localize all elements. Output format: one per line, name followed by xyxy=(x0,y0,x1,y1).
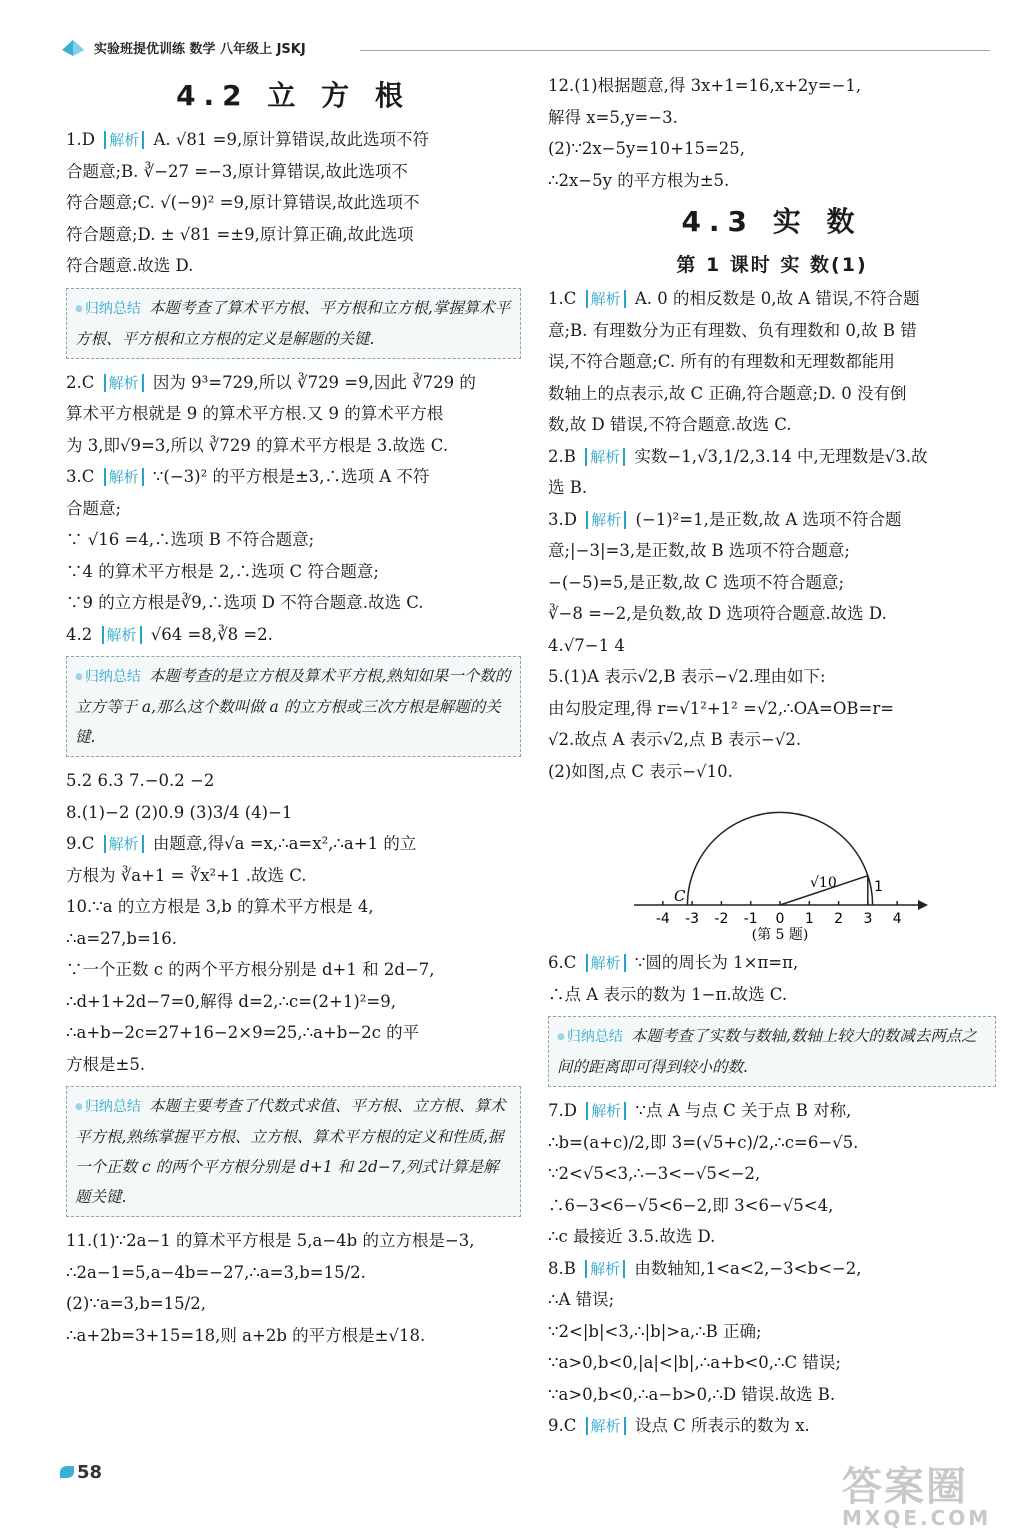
answer-line: ∴2x−5y 的平方根为±5. xyxy=(548,170,730,190)
answer-line: 选 B. xyxy=(548,478,588,497)
answer-line: 9.C 解析 由题意,得√a =x,∴a=x²,∴a+1 的立 xyxy=(66,834,417,853)
answer-line: 7.D 解析 ∵点 A 与点 C 关于点 B 对称, xyxy=(548,1101,852,1120)
answer-line: 4.2 解析 √64 =8,∛8 =2. xyxy=(66,624,273,644)
summary-tag: ● 归纳总结 xyxy=(75,294,141,324)
summary-box xyxy=(66,1086,521,1217)
right-block-1 xyxy=(548,70,996,196)
answer-line: 1.C 解析 A. 0 的相反数是 0,故 A 错误,不符合题 xyxy=(548,289,920,308)
left-column xyxy=(66,70,521,1351)
analysis-tag: 解析 xyxy=(104,835,144,853)
summary-tag: ● 归纳总结 xyxy=(75,1092,141,1122)
tick-label: -2 xyxy=(714,911,729,927)
tick-label: 2 xyxy=(834,911,844,927)
header-title: 实验班提优训练 数学 八年级上 JSKJ xyxy=(94,42,306,57)
summary-box xyxy=(548,1016,996,1087)
answer-line: ∵2<√5<3,∴−3<−√5<−2, xyxy=(548,1164,761,1183)
answer-line: 6.C 解析 ∵圆的周长为 1×π=π, xyxy=(548,953,799,972)
analysis-tag: 解析 xyxy=(586,954,626,972)
answer-line: ∵a>0,b<0,|a|<|b|,∴a+b<0,∴C 错误; xyxy=(548,1353,841,1372)
tick-label: 3 xyxy=(863,911,873,927)
answer-line: 解得 x=5,y=−3. xyxy=(548,107,678,127)
answer-line: ∴a+2b=3+15=18,则 a+2b 的平方根是±√18. xyxy=(66,1325,426,1345)
page-number xyxy=(60,1462,102,1483)
answer-line: ∛−8 =−2,是负数,故 D 选项符合题意.故选 D. xyxy=(548,604,887,623)
answer-line: 8.B 解析 由数轴知,1<a<2,−3<b<−2, xyxy=(548,1258,862,1278)
answer-line: ∴b=(a+c)/2,即 3=(√5+c)/2,∴c=6−√5. xyxy=(548,1132,859,1152)
answer-line: (2)如图,点 C 表示−√10. xyxy=(548,761,733,781)
right-column xyxy=(548,70,996,1442)
answer-line: 10.∵a 的立方根是 3,b 的算术平方根是 4, xyxy=(66,897,374,916)
answer-line: 8.(1)−2 (2)0.9 (3)3/4 (4)−1 xyxy=(66,802,293,822)
tick-label: -3 xyxy=(685,911,700,927)
answer-line: 2.B 解析 实数−1,√3,1/2,3.14 中,无理数是√3.故 xyxy=(548,446,928,466)
answer-line: 5.(1)A 表示√2,B 表示−√2.理由如下: xyxy=(548,667,826,686)
analysis-tag: 解析 xyxy=(104,131,144,149)
answer-line: 合题意; xyxy=(66,498,122,518)
answer-line: 4.√7−1 4 xyxy=(548,635,625,655)
label-c: C xyxy=(674,887,686,905)
analysis-tag: 解析 xyxy=(586,511,626,529)
section-title-4-2: 4.2 立 方 根 xyxy=(176,79,411,112)
answer-line: 3.C 解析 ∵(−3)² 的平方根是±3,∴选项 A 不符 xyxy=(66,467,430,486)
right-block-2 xyxy=(548,283,996,787)
analysis-tag: 解析 xyxy=(585,448,625,466)
answer-line: ∵一个正数 c 的两个平方根分别是 d+1 和 2d−7, xyxy=(66,960,435,979)
answer-line: ∵2<|b|<3,∴|b|>a,∴B 正确; xyxy=(548,1321,762,1341)
tick-label: 1 xyxy=(804,911,814,927)
summary-text: 本题主要考查了代数式求值、平方根、立方根、算术平方根,熟练掌握平方根、立方根、算术平方根的定义和性质,据一个正数 c 的两个平方根分别是 d+1 和 2d−7,列式计算是解题关键. xyxy=(75,1097,506,1206)
answer-line: ∴点 A 表示的数为 1−π.故选 C. xyxy=(548,984,788,1004)
answer-line: 数,故 D 错误,不符合题意.故选 C. xyxy=(548,415,792,434)
answer-line: ∴a+b−2c=27+16−2×9=25,∴a+b−2c 的平 xyxy=(66,1023,420,1042)
answer-line: ∴2a−1=5,a−4b=−27,∴a=3,b=15/2. xyxy=(66,1262,366,1282)
page-header xyxy=(60,30,990,62)
summary-tag: ● 归纳总结 xyxy=(557,1022,623,1052)
answer-line: 意;B. 有理数分为正有理数、负有理数和 0,故 B 错 xyxy=(548,320,917,340)
watermark-url: MXQE.COM xyxy=(842,1506,992,1530)
analysis-tag: 解析 xyxy=(104,468,144,486)
answer-line: 符合题意;D. ± √81 =±9,原计算正确,故此选项 xyxy=(66,224,414,244)
book-logo-icon xyxy=(60,36,86,58)
answer-line: 1.D 解析 A. √81 =9,原计算错误,故此选项不符 xyxy=(66,130,429,149)
analysis-tag: 解析 xyxy=(102,626,142,644)
answer-line: −(−5)=5,是正数,故 C 选项不符合题意; xyxy=(548,572,845,592)
answer-line: 5.2 6.3 7.−0.2 −2 xyxy=(66,771,215,790)
answer-line: ∴A 错误; xyxy=(548,1290,615,1309)
analysis-tag: 解析 xyxy=(585,1260,625,1278)
analysis-tag: 解析 xyxy=(586,1102,626,1120)
leaf-icon xyxy=(60,1466,74,1478)
analysis-tag: 解析 xyxy=(586,290,626,308)
tick-label: -4 xyxy=(655,911,670,927)
tick-label: -1 xyxy=(743,911,758,927)
left-block-1 xyxy=(66,124,521,282)
watermark xyxy=(842,1455,1012,1535)
label-sqrt10: √10 xyxy=(810,875,837,891)
answer-line: 意;|−3|=3,是正数,故 B 选项不符合题意; xyxy=(548,541,850,560)
arc-sqrt10 xyxy=(687,812,872,905)
number-line-figure xyxy=(548,787,996,947)
answer-line: ∴d+1+2d−7=0,解得 d=2,∴c=(2+1)²=9, xyxy=(66,991,396,1011)
answer-line: 12.(1)根据题意,得 3x+1=16,x+2y=−1, xyxy=(548,76,862,95)
left-block-2 xyxy=(66,367,521,651)
left-block-4 xyxy=(66,1225,521,1351)
number-line-diagram xyxy=(548,787,996,947)
answer-line: 11.(1)∵2a−1 的算术平方根是 5,a−4b 的立方根是−3, xyxy=(66,1231,475,1250)
tick-label: 4 xyxy=(892,911,902,927)
answer-line: 误,不符合题意;C. 所有的有理数和无理数都能用 xyxy=(548,352,895,371)
answer-line: 合题意;B. ∛−27 =−3,原计算错误,故此选项不 xyxy=(66,161,408,181)
answer-line: 为 3,即√9=3,所以 ∛729 的算术平方根是 3.故选 C. xyxy=(66,435,449,455)
answer-line: 符合题意.故选 D. xyxy=(66,256,194,275)
answer-line: ∵ √16 =4,∴选项 B 不符合题意; xyxy=(66,530,315,549)
answer-line: (2)∵2x−5y=10+15=25, xyxy=(548,139,746,158)
left-block-3 xyxy=(66,765,521,1080)
answer-line: 2.C 解析 因为 9³=729,所以 ∛729 =9,因此 ∛729 的 xyxy=(66,372,476,392)
answer-line: ∴a=27,b=16. xyxy=(66,928,178,948)
answer-line: 符合题意;C. √(−9)² =9,原计算错误,故此选项不 xyxy=(66,193,420,212)
lesson-title: 第 1 课时 实 数(1) xyxy=(676,254,868,276)
answer-line: ∵4 的算术平方根是 2,∴选项 C 符合题意; xyxy=(66,561,379,581)
answer-line: 3.D 解析 (−1)²=1,是正数,故 A 选项不符合题 xyxy=(548,509,902,529)
summary-tag: ● 归纳总结 xyxy=(75,662,141,692)
answer-line: ∴c 最接近 3.5.故选 D. xyxy=(548,1227,716,1246)
label-one: 1 xyxy=(874,879,883,895)
summary-text: 本题考查了算术平方根、平方根和立方根,掌握算术平方根、平方根和立方根的定义是解题的关键. xyxy=(75,298,511,348)
answer-line: 算术平方根就是 9 的算术平方根.又 9 的算术平方根 xyxy=(66,404,444,423)
answer-line: ∵9 的立方根是∛9,∴选项 D 不符合题意.故选 C. xyxy=(66,593,424,612)
right-block-3 xyxy=(548,947,996,1010)
header-rule xyxy=(360,50,990,51)
summary-box xyxy=(66,288,521,359)
analysis-tag: 解析 xyxy=(104,374,144,392)
page-number-text: 58 xyxy=(77,1462,103,1483)
watermark-title: 答案圈 xyxy=(842,1464,968,1510)
answer-line: 由勾股定理,得 r=√1²+1² =√2,∴OA=OB=r= xyxy=(548,698,895,718)
summary-box xyxy=(66,656,521,757)
answer-line: 9.C 解析 设点 C 所表示的数为 x. xyxy=(548,1416,810,1435)
summary-text: 本题考查了实数与数轴,数轴上较大的数减去两点之间的距离即可得到较小的数. xyxy=(557,1027,977,1076)
answer-line: 数轴上的点表示,故 C 正确,符合题意;D. 0 没有倒 xyxy=(548,383,907,403)
analysis-tag: 解析 xyxy=(586,1417,626,1435)
axis-arrow xyxy=(918,900,928,910)
answer-line: (2)∵a=3,b=15/2, xyxy=(66,1294,206,1313)
answer-line: 方根为 ∛a+1 = ∛x²+1 .故选 C. xyxy=(66,865,307,885)
summary-text: 本题考查的是立方根及算术平方根,熟知如果一个数的立方等于 a,那么这个数叫做 a 的立方根或三次方根是解题的关键. xyxy=(75,667,511,746)
answer-line: ∵a>0,b<0,∴a−b>0,∴D 错误.故选 B. xyxy=(548,1384,836,1404)
figure-caption: (第 5 题) xyxy=(751,927,809,943)
section-title-4-3: 4.3 实 数 xyxy=(681,205,863,238)
tick-label: 0 xyxy=(775,911,785,927)
answer-line: √2.故点 A 表示√2,点 B 表示−√2. xyxy=(548,730,802,749)
answer-line: ∴6−3<6−√5<6−2,即 3<6−√5<4, xyxy=(548,1195,834,1215)
answer-line: 方根是±5. xyxy=(66,1054,146,1074)
right-block-4 xyxy=(548,1095,996,1442)
